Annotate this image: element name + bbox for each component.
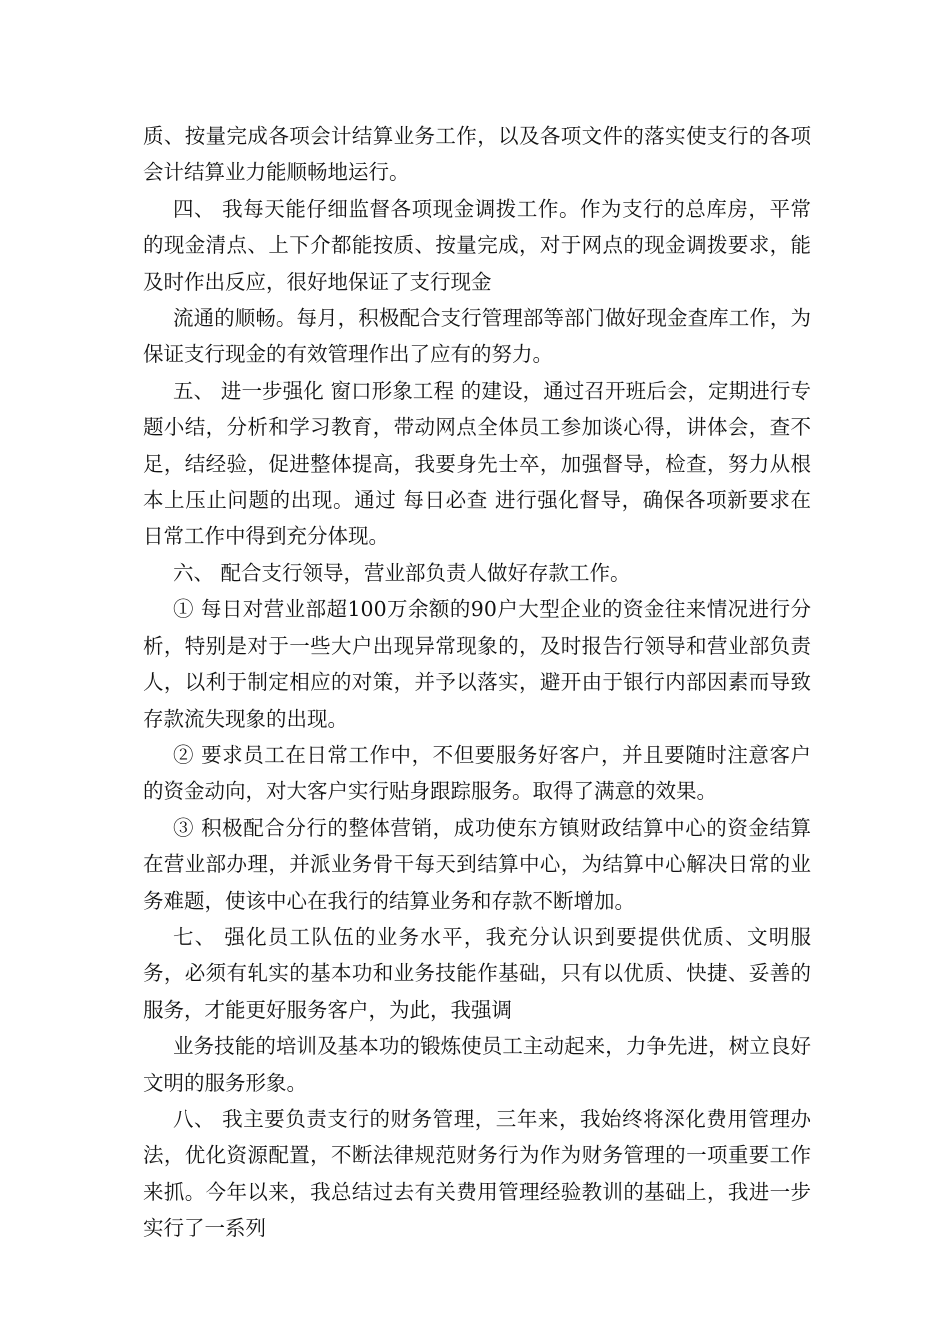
paragraph-2: 四、 我每天能仔细监督各项现金调拨工作。作为支行的总库房，平常的现金清点、上下介都能按质、按量完成，对于网点的现金调拨要求，能及时作出反应，很好地保证了支行现金: [143, 196, 811, 294]
paragraph-11: 八、 我主要负责支行的财务管理，三年来，我始终将深化费用管理办法，优化资源配置，不断法律规范财务行为作为财务管理的一项重要工作来抓。今年以来，我总结过去有关费用管理经验教训的基础上，我进一步实行了一系列: [143, 1106, 811, 1241]
paragraph-9: 七、 强化员工队伍的业务水平，我充分认识到要提供优质、文明服务，必须有轧实的基本功和业务技能作基础，只有以优质、快捷、妥善的服务，才能更好服务客户，为此，我强调: [143, 924, 811, 1022]
paragraph-6: ① 每日对营业部超100万余额的90户大型企业的资金往来情况进行分析，特别是对于一些大户出现异常现象的，及时报告行领导和营业部负责人，以利于制定相应的对策，并予以落实，避开由于银行内部因素而导致存款流失现象的出现。: [143, 597, 811, 731]
paragraph-7: ② 要求员工在日常工作中，不但要服务好客户，并且要随时注意客户的资金动向，对大客户实行贴身跟踪服务。取得了满意的效果。: [143, 742, 811, 804]
paragraph-1: 质、按量完成各项会计结算业务工作，以及各项文件的落实使支行的各项会计结算业力能顺畅地运行。: [143, 124, 811, 185]
document-body: [143, 118, 811, 1247]
paragraph-5: 六、 配合支行领导，营业部负责人做好存款工作。: [173, 560, 631, 585]
paragraph-8: ③ 积极配合分行的整体营销，成功使东方镇财政结算中心的资金结算在营业部办理，并派业务骨干每天到结算中心，为结算中心解决日常的业务难题，使该中心在我行的结算业务和存款不断增加。: [143, 815, 811, 913]
paragraph-10: 业务技能的培训及基本功的锻炼使员工主动起来，力争先进，树立良好文明的服务形象。: [143, 1034, 811, 1095]
paragraph-4: 五、 进一步强化 窗口形象工程 的建设，通过召开班后会，定期进行专题小结，分析和学习教育，带动网点全体员工参加谈心得，讲体会，查不足，结经验，促进整体提高，我要身先士卒，加强督导，检查，努力从根本上压止问题的出现。通过 每日必查 进行强化督导，确保各项新要求在日常工作中得到充分体现。: [143, 378, 811, 549]
paragraph-3: 流通的顺畅。每月，积极配合支行管理部等部门做好现金查库工作，为保证支行现金的有效管理作出了应有的努力。: [143, 306, 811, 367]
